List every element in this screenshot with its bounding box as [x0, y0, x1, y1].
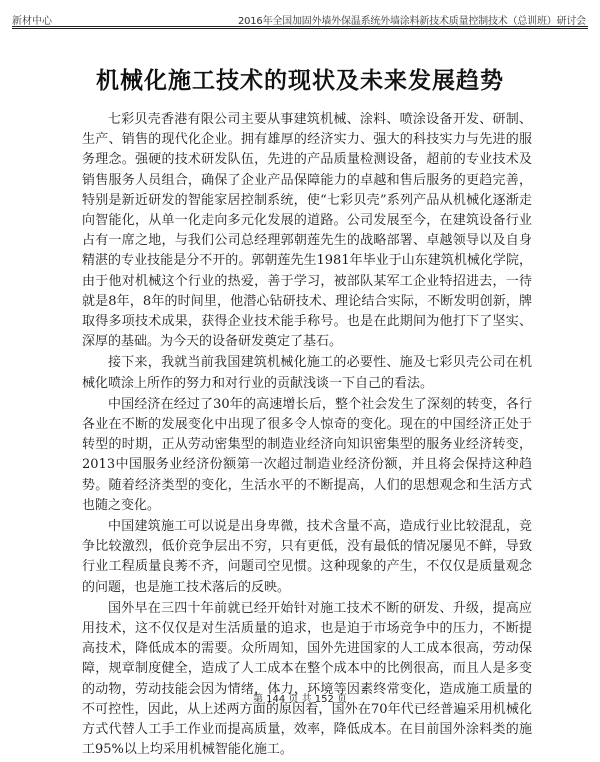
article-title: 机械化施工技术的现状及未来发展趋势 — [96, 68, 504, 94]
paragraph: 中国经济在经过了30年的高速增长后，整个社会发生了深刻的转变，各行各业在不断的发展变化中出现了很多令人惊奇的变化。现在的中国经济正处于转型的时期，正从劳动密集型的制造业经济向知识密集型的服务业经济转变，2013中国服务业经济份额第一次超过制造业经济份额，并且将会保持这种趋势。随着经济类型的变化，生活水平的不断提高，人们的思想观念和生活方式也随之变化。 — [82, 396, 532, 513]
header-divider — [12, 26, 588, 29]
paragraph: 国外早在三四十年前就已经开始针对施工技术不断的研发、升级，提高应用技术，这不仅仅是对生活质量的追求，也是迫于市场竞争中的压力，不断提高技术，降低成本的需要。众所周知，国外先进国家的人工成本很高，劳动保障，规章制度健全，造成了人工成本在整个成本中的比例很高，而且人是多变的动物，劳动技能会因为情绪，体力，环境等因素终常变化，造成施工质量的不可控性，因此，从上述两方面的原因看，国外在70年代已经普遍采用机械化方式代替人工手工作业而提高质量，效率，降低成本。在目前国外涂料类的施工95%以上均采用机械智能化施工。 — [82, 600, 532, 758]
paragraph: 七彩贝壳香港有限公司主要从事建筑机械、涂料、喷涂设备开发、研制、生产、销售的现代化企业。拥有雄厚的经济实力、强大的科技实力与先进的服务理念。强硬的技术研发队伍，先进的产品质量检测设备，超前的专业技术及销售服务人员组合，确保了企业产品保障能力的卓越和售后服务的更趋完善，特别是新近研发的智能家居控制系统，使“七彩贝壳”系列产品从机械化逐渐走向智能化，从单一化走向多元化发展的道路。公司发展至今，在建筑设备行业占有一席之地，与我们公司总经理郭朝莲先生的战略部署、卓越领导以及自身精湛的专业技能是分不开的。郭朝莲先生1981年毕业于山东建筑机械化学院，由于他对机械这个行业的热爱，善于学习，被部队某军工企业特招进去，一待就是8年，8年的时间里，他潜心钻研技术、理论结合实际，不断发明创新，牌取得多项技术成果，获得企业技术能手称号。也是在此期间为他打下了坚实、深厚的基础。为今天的设备研发奠定了基石。 — [82, 112, 532, 350]
paragraph: 中国建筑施工可以说是出身卑微，技术含量不高，造成行业比较混乱，竞争比较激烈，低价竞争层出不穷，只有更低，没有最低的情况屡见不鲜，导致行业工程质量良莠不齐，问题司空见惯。这种现象的产生，不仅仅是质量观念的问题，也是施工技术落后的反映。 — [82, 519, 532, 595]
header-conference-title: 2016年全国加固外墙外保温系统外墙涂料新技术质量控制技术（总训班）研讨会 — [237, 16, 586, 27]
paragraph: 接下来，我就当前我国建筑机械化施工的必要性、施及七彩贝壳公司在机械化喷涂上所作的努力和对行业的贡献浅谈一下自己的看法。 — [82, 355, 532, 391]
page-number: 第 144 页 共 152 页 — [252, 694, 348, 705]
running-header — [12, 10, 588, 26]
header-left-text: 新材中心 — [12, 16, 52, 27]
article-body — [82, 110, 532, 762]
